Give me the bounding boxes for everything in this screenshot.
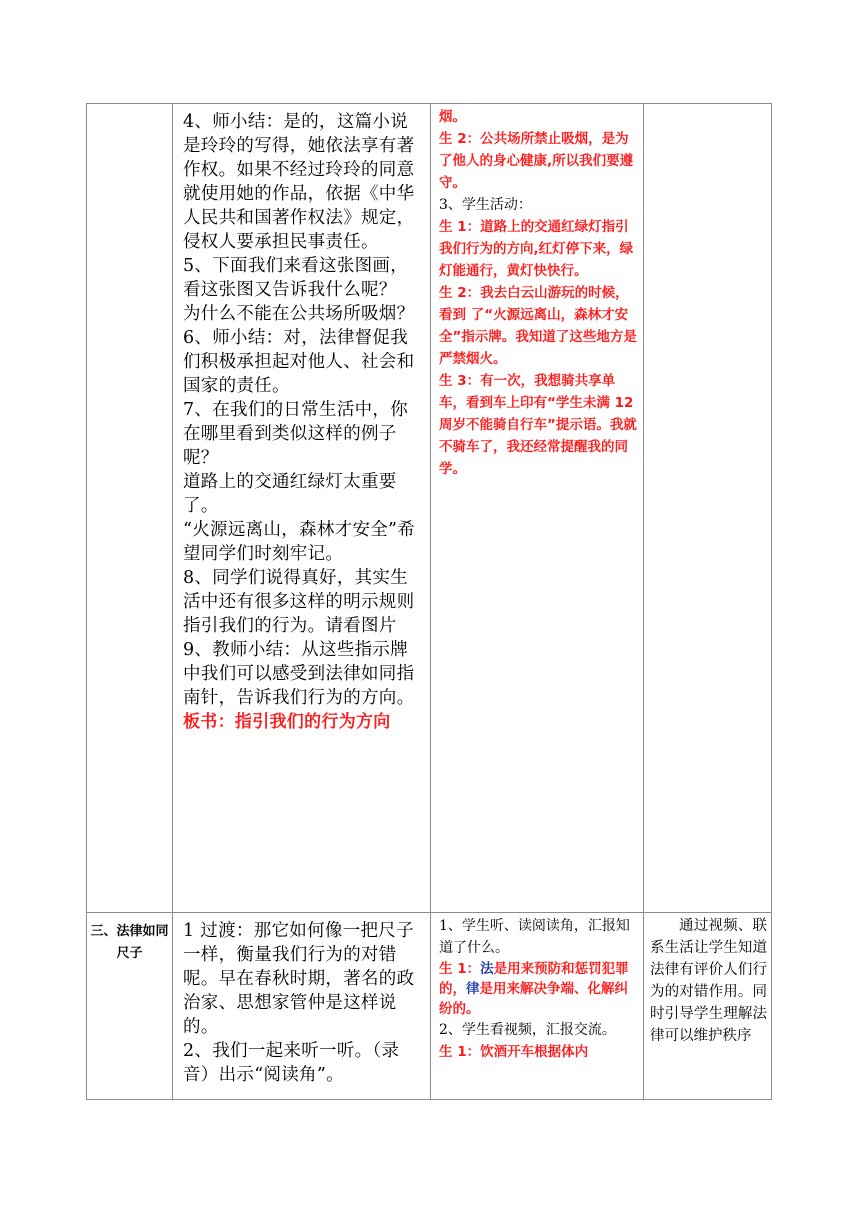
design-intent-text: 通过视频、联系生活让学生知道法律有评价人们行为的对错作用。同时引导学生理解法律可以维护秩序 bbox=[650, 918, 767, 1044]
student-video: 2、学生看视频，汇报交流。 bbox=[439, 1022, 616, 1038]
board-text: 指引我们的行为方向 bbox=[234, 712, 391, 732]
phase-cell bbox=[87, 104, 173, 913]
board-summary bbox=[183, 710, 424, 734]
lv-char: 律 bbox=[466, 981, 480, 997]
student-listen: 1、学生听、读阅读角，汇报知道了什么。 bbox=[439, 918, 630, 956]
student-3-bike: 生 3：有一次，我想骑共享单车，看到车上印有“学生未满 12 周岁不能骑自行车”提示语。我就不骑车了，我还经常提醒我的同学。 bbox=[439, 373, 637, 477]
teacher-step-9: 9、教师小结：从这些指示牌中我们可以感受到法律如同指南针，告诉我们行为的方向。 bbox=[183, 640, 415, 708]
phase-title: 三、法律如同尺子 bbox=[90, 924, 169, 961]
teacher-step-7: 7、在我们的日常生活中，你在哪里看到类似这样的例子呢？ bbox=[183, 400, 409, 468]
phase-cell bbox=[87, 913, 173, 1100]
teacher-step-4: 4、师小结：是的，这篇小说是玲玲的写得，她依法享有著作权。如果不经过玲玲的同意就使用她的作品，依据《中华人民共和国著作权法》规定，侵权人要承担民事责任。 bbox=[183, 112, 415, 252]
teacher-listen: 2、我们一起来听一听。（录音）出示“阅读角”。 bbox=[183, 1041, 400, 1085]
student-cont: 烟。 bbox=[439, 109, 466, 125]
teacher-step-5: 5、下面我们来看这张图画，看这张图又告诉我什么呢？ bbox=[183, 256, 409, 300]
table-row bbox=[87, 104, 772, 913]
student-2-smoke: 生 2：公共场所禁止吸烟，是为了他人的身心健康,所以我们要遵守。 bbox=[439, 131, 634, 191]
fa-char: 法 bbox=[480, 961, 494, 977]
student-1-drink: 生 1：饮酒开车根据体内 bbox=[439, 1044, 589, 1060]
lesson-plan-table bbox=[86, 103, 772, 1100]
student-activity-cell bbox=[431, 913, 644, 1100]
teacher-example-fire: “火源远离山，森林才安全”希望同学们时刻牢记。 bbox=[183, 520, 416, 564]
student-1-light: 生 1：道路上的交通红绿灯指引我们行为的方向,红灯停下来，绿灯能通行，黄灯快快行。 bbox=[439, 219, 634, 279]
design-intent-cell bbox=[644, 104, 772, 913]
board-label: 板书： bbox=[183, 712, 235, 732]
student-activity-cell bbox=[431, 104, 644, 913]
teacher-question: 为什么不能在公共场所吸烟？ bbox=[183, 304, 415, 324]
teacher-step-8: 8、同学们说得真好，其实生活中还有很多这样的明示规则指引我们的行为。请看图片 bbox=[183, 568, 415, 636]
teacher-step-6: 6、师小结：对，法律督促我们积极承担起对他人、社会和国家的责任。 bbox=[183, 328, 415, 396]
student-1-law: 生 1：法是用来预防和惩罚犯罪的，律是用来解决争端、化解纠纷的。 bbox=[439, 961, 629, 1017]
teacher-transition: 1 过渡：那它如何像一把尺子一样，衡量我们行为的对错呢。早在春秋时期，著名的政治家、思想家管仲是这样说的。 bbox=[183, 921, 415, 1037]
design-intent-cell bbox=[644, 913, 772, 1100]
teacher-activity-cell bbox=[173, 104, 431, 913]
teacher-example-light: 道路上的交通红绿灯太重要了。 bbox=[183, 472, 397, 516]
table-row bbox=[87, 913, 772, 1100]
student-activity-heading: 3、学生活动： bbox=[439, 197, 532, 213]
student-2-fire: 生 2：我去白云山游玩的时候，看到 了“火源远离山，森林才安全”指示牌。我知道了这些地方是严禁烟火。 bbox=[439, 285, 637, 367]
teacher-activity-cell bbox=[173, 913, 431, 1100]
